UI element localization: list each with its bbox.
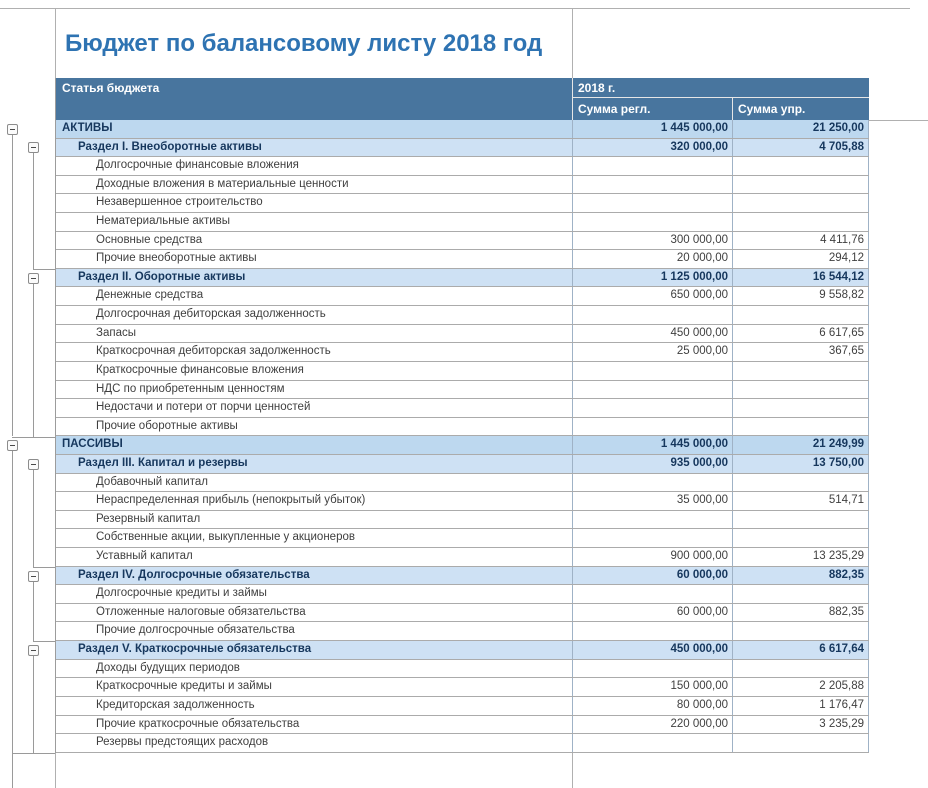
table-row[interactable]	[56, 548, 869, 567]
table-row[interactable]	[56, 734, 869, 753]
table-row[interactable]	[56, 194, 869, 213]
cell-article[interactable]: Раздел II. Оборотные активы	[56, 269, 573, 287]
cell-sum-regl[interactable]: 300 000,00	[573, 232, 733, 250]
collapse-icon[interactable]	[28, 142, 39, 153]
cell-article[interactable]: Раздел IV. Долгосрочные обязательства	[56, 567, 573, 585]
cell-article[interactable]: Добавочный капитал	[56, 474, 573, 492]
minus-glyph	[31, 650, 36, 651]
group-bracket-line	[33, 581, 34, 641]
cell-sum-regl[interactable]	[573, 529, 733, 547]
cell-article[interactable]: Собственные акции, выкупленные у акционеров	[56, 529, 573, 547]
group-bracket-line	[33, 269, 55, 270]
table-row[interactable]	[56, 697, 869, 716]
cell-sum-upr[interactable]: 6 617,65	[733, 325, 869, 343]
cell-sum-upr[interactable]	[733, 418, 869, 436]
cell-sum-upr[interactable]: 1 176,47	[733, 697, 869, 715]
cell-sum-regl[interactable]	[573, 362, 733, 380]
cell-article[interactable]: Кредиторская задолженность	[56, 697, 573, 715]
cell-sum-upr[interactable]: 21 250,00	[733, 120, 869, 138]
cell-sum-upr[interactable]: 882,35	[733, 567, 869, 585]
cell-sum-regl[interactable]: 150 000,00	[573, 678, 733, 696]
cell-sum-upr[interactable]	[733, 474, 869, 492]
cell-article[interactable]: НДС по приобретенным ценностям	[56, 381, 573, 399]
group-bracket-line	[12, 451, 13, 753]
minus-glyph	[10, 129, 15, 130]
cell-sum-regl[interactable]: 900 000,00	[573, 548, 733, 566]
cell-article[interactable]: Отложенные налоговые обязательства	[56, 604, 573, 622]
cell-sum-regl[interactable]	[573, 213, 733, 231]
table-row[interactable]	[56, 492, 869, 511]
cell-sum-regl[interactable]: 35 000,00	[573, 492, 733, 510]
cell-sum-upr[interactable]	[733, 511, 869, 529]
cell-sum-upr[interactable]: 3 235,29	[733, 716, 869, 734]
table-row[interactable]	[56, 660, 869, 679]
cell-article[interactable]: Резервный капитал	[56, 511, 573, 529]
minus-glyph	[31, 464, 36, 465]
cell-sum-upr[interactable]	[733, 529, 869, 547]
cell-sum-upr[interactable]: 13 750,00	[733, 455, 869, 473]
cell-article[interactable]: АКТИВЫ	[56, 120, 573, 138]
cell-sum-regl[interactable]: 450 000,00	[573, 325, 733, 343]
table-row[interactable]	[56, 474, 869, 493]
table-body	[56, 120, 869, 753]
cell-sum-upr[interactable]	[733, 194, 869, 212]
cell-sum-upr[interactable]	[733, 585, 869, 603]
cell-sum-upr[interactable]	[733, 176, 869, 194]
cell-sum-regl[interactable]	[573, 157, 733, 175]
column-header-regl: Сумма регл.	[573, 98, 733, 120]
cell-sum-upr[interactable]: 4 705,88	[733, 139, 869, 157]
cell-article[interactable]: Раздел III. Капитал и резервы	[56, 455, 573, 473]
minus-glyph	[31, 278, 36, 279]
table-row[interactable]	[56, 213, 869, 232]
column-header-upr: Сумма упр.	[738, 102, 806, 116]
cell-sum-upr[interactable]	[733, 381, 869, 399]
table-row[interactable]	[56, 176, 869, 195]
group-bracket-line	[12, 753, 13, 788]
cell-sum-regl[interactable]: 60 000,00	[573, 604, 733, 622]
column-header-year: 2018 г.	[573, 78, 869, 98]
table-row[interactable]	[56, 287, 869, 306]
table-row[interactable]	[56, 511, 869, 530]
grid-line-right-extension	[868, 120, 928, 121]
group-bracket-line	[12, 134, 13, 436]
table-row[interactable]	[56, 362, 869, 381]
cell-sum-upr[interactable]: 4 411,76	[733, 232, 869, 250]
cell-article[interactable]: Денежные средства	[56, 287, 573, 305]
cell-sum-upr[interactable]: 6 617,64	[733, 641, 869, 659]
table-row[interactable]	[56, 436, 869, 455]
cell-sum-regl[interactable]	[573, 734, 733, 752]
grouping-gutter	[0, 0, 55, 788]
cell-sum-upr[interactable]: 2 205,88	[733, 678, 869, 696]
cell-sum-upr[interactable]	[733, 157, 869, 175]
minus-glyph	[10, 445, 15, 446]
cell-sum-upr[interactable]	[733, 362, 869, 380]
grid-line-top	[0, 8, 910, 9]
cell-sum-regl[interactable]	[573, 585, 733, 603]
cell-sum-regl[interactable]: 20 000,00	[573, 250, 733, 268]
group-bracket-line	[33, 153, 34, 269]
cell-sum-upr[interactable]: 9 558,82	[733, 287, 869, 305]
table-row[interactable]	[56, 306, 869, 325]
cell-sum-regl[interactable]	[573, 511, 733, 529]
table-row[interactable]	[56, 232, 869, 251]
table-row[interactable]	[56, 418, 869, 437]
cell-sum-regl[interactable]: 450 000,00	[573, 641, 733, 659]
cell-article[interactable]: Доходы будущих периодов	[56, 660, 573, 678]
cell-sum-upr[interactable]: 367,65	[733, 343, 869, 361]
cell-sum-upr[interactable]: 294,12	[733, 250, 869, 268]
cell-article[interactable]: Долгосрочные финансовые вложения	[56, 157, 573, 175]
cell-sum-regl[interactable]: 320 000,00	[573, 139, 733, 157]
cell-article[interactable]: Резервы предстоящих расходов	[56, 734, 573, 752]
table-row[interactable]	[56, 139, 869, 158]
cell-article[interactable]: Доходные вложения в материальные ценности	[56, 176, 573, 194]
cell-article[interactable]: Уставный капитал	[56, 548, 573, 566]
cell-article[interactable]: Нематериальные активы	[56, 213, 573, 231]
table-row[interactable]	[56, 455, 869, 474]
cell-sum-regl[interactable]	[573, 306, 733, 324]
cell-sum-regl[interactable]: 1 445 000,00	[573, 436, 733, 454]
table-row[interactable]	[56, 381, 869, 400]
group-bracket-line	[33, 437, 55, 438]
cell-article[interactable]: Раздел V. Краткосрочные обязательства	[56, 641, 573, 659]
cell-article[interactable]: Запасы	[56, 325, 573, 343]
cell-article[interactable]: Краткосрочные кредиты и займы	[56, 678, 573, 696]
table-row[interactable]	[56, 269, 869, 288]
group-bracket-line	[33, 656, 34, 753]
cell-sum-upr[interactable]: 882,35	[733, 604, 869, 622]
cell-article[interactable]: Прочие долгосрочные обязательства	[56, 622, 573, 640]
table-row[interactable]	[56, 716, 869, 735]
cell-sum-upr[interactable]	[733, 399, 869, 417]
table-row[interactable]	[56, 325, 869, 344]
cell-sum-regl[interactable]: 650 000,00	[573, 287, 733, 305]
cell-article[interactable]: Долгосрочная дебиторская задолженность	[56, 306, 573, 324]
group-bracket-line	[33, 753, 55, 754]
cell-sum-regl[interactable]: 935 000,00	[573, 455, 733, 473]
cell-sum-regl[interactable]	[573, 660, 733, 678]
group-bracket-line	[33, 641, 55, 642]
collapse-icon[interactable]	[28, 459, 39, 470]
report-title: Бюджет по балансовому листу 2018 год	[65, 30, 543, 57]
cell-sum-regl[interactable]: 1 125 000,00	[573, 269, 733, 287]
cell-sum-regl[interactable]: 1 445 000,00	[573, 120, 733, 138]
cell-sum-upr[interactable]: 16 544,12	[733, 269, 869, 287]
table-row[interactable]	[56, 343, 869, 362]
cell-article[interactable]: Прочие внеоборотные активы	[56, 250, 573, 268]
collapse-icon[interactable]	[7, 124, 18, 135]
table-row[interactable]	[56, 604, 869, 623]
cell-sum-regl[interactable]	[573, 399, 733, 417]
minus-glyph	[31, 147, 36, 148]
cell-sum-upr[interactable]: 514,71	[733, 492, 869, 510]
table-row[interactable]	[56, 250, 869, 269]
cell-sum-upr[interactable]	[733, 213, 869, 231]
cell-sum-regl[interactable]: 80 000,00	[573, 697, 733, 715]
table-row[interactable]	[56, 399, 869, 418]
cell-article[interactable]: Основные средства	[56, 232, 573, 250]
group-bracket-line	[33, 283, 34, 436]
cell-sum-regl[interactable]	[573, 176, 733, 194]
cell-sum-regl[interactable]	[573, 622, 733, 640]
cell-article[interactable]: Раздел I. Внеоборотные активы	[56, 139, 573, 157]
collapse-icon[interactable]	[28, 645, 39, 656]
cell-sum-upr[interactable]	[733, 622, 869, 640]
collapse-icon[interactable]	[28, 571, 39, 582]
cell-article[interactable]: Долгосрочные кредиты и займы	[56, 585, 573, 603]
cell-sum-upr[interactable]	[733, 734, 869, 752]
table-header-row	[56, 78, 869, 120]
table-row[interactable]	[56, 567, 869, 586]
table-row[interactable]	[56, 120, 869, 139]
column-header-article: Статья бюджета	[56, 78, 573, 120]
report-table	[55, 78, 869, 753]
cell-sum-regl[interactable]	[573, 381, 733, 399]
group-bracket-line	[33, 567, 55, 568]
column-header-year-group	[573, 78, 869, 120]
collapse-icon[interactable]	[7, 440, 18, 451]
minus-glyph	[31, 576, 36, 577]
cell-article[interactable]: ПАССИВЫ	[56, 436, 573, 454]
cell-sum-upr[interactable]: 13 235,29	[733, 548, 869, 566]
cell-sum-regl[interactable]: 25 000,00	[573, 343, 733, 361]
cell-article[interactable]: Незавершенное строительство	[56, 194, 573, 212]
cell-sum-regl[interactable]	[573, 194, 733, 212]
table-row[interactable]	[56, 529, 869, 548]
cell-sum-regl[interactable]: 60 000,00	[573, 567, 733, 585]
table-row[interactable]	[56, 678, 869, 697]
group-bracket-line	[33, 469, 34, 566]
cell-article[interactable]: Прочие оборотные активы	[56, 418, 573, 436]
cell-article[interactable]: Недостачи и потери от порчи ценностей	[56, 399, 573, 417]
cell-article[interactable]: Прочие краткосрочные обязательства	[56, 716, 573, 734]
cell-article[interactable]: Краткосрочная дебиторская задолженность	[56, 343, 573, 361]
cell-article[interactable]: Нераспределенная прибыль (непокрытый убыток)	[56, 492, 573, 510]
cell-sum-upr[interactable]	[733, 306, 869, 324]
cell-sum-regl[interactable]: 220 000,00	[573, 716, 733, 734]
table-row[interactable]	[56, 157, 869, 176]
collapse-icon[interactable]	[28, 273, 39, 284]
cell-sum-regl[interactable]	[573, 418, 733, 436]
cell-article[interactable]: Краткосрочные финансовые вложения	[56, 362, 573, 380]
table-row[interactable]	[56, 622, 869, 641]
cell-sum-upr[interactable]	[733, 660, 869, 678]
table-row[interactable]	[56, 585, 869, 604]
cell-sum-regl[interactable]	[573, 474, 733, 492]
table-row[interactable]	[56, 641, 869, 660]
cell-sum-upr[interactable]: 21 249,99	[733, 436, 869, 454]
